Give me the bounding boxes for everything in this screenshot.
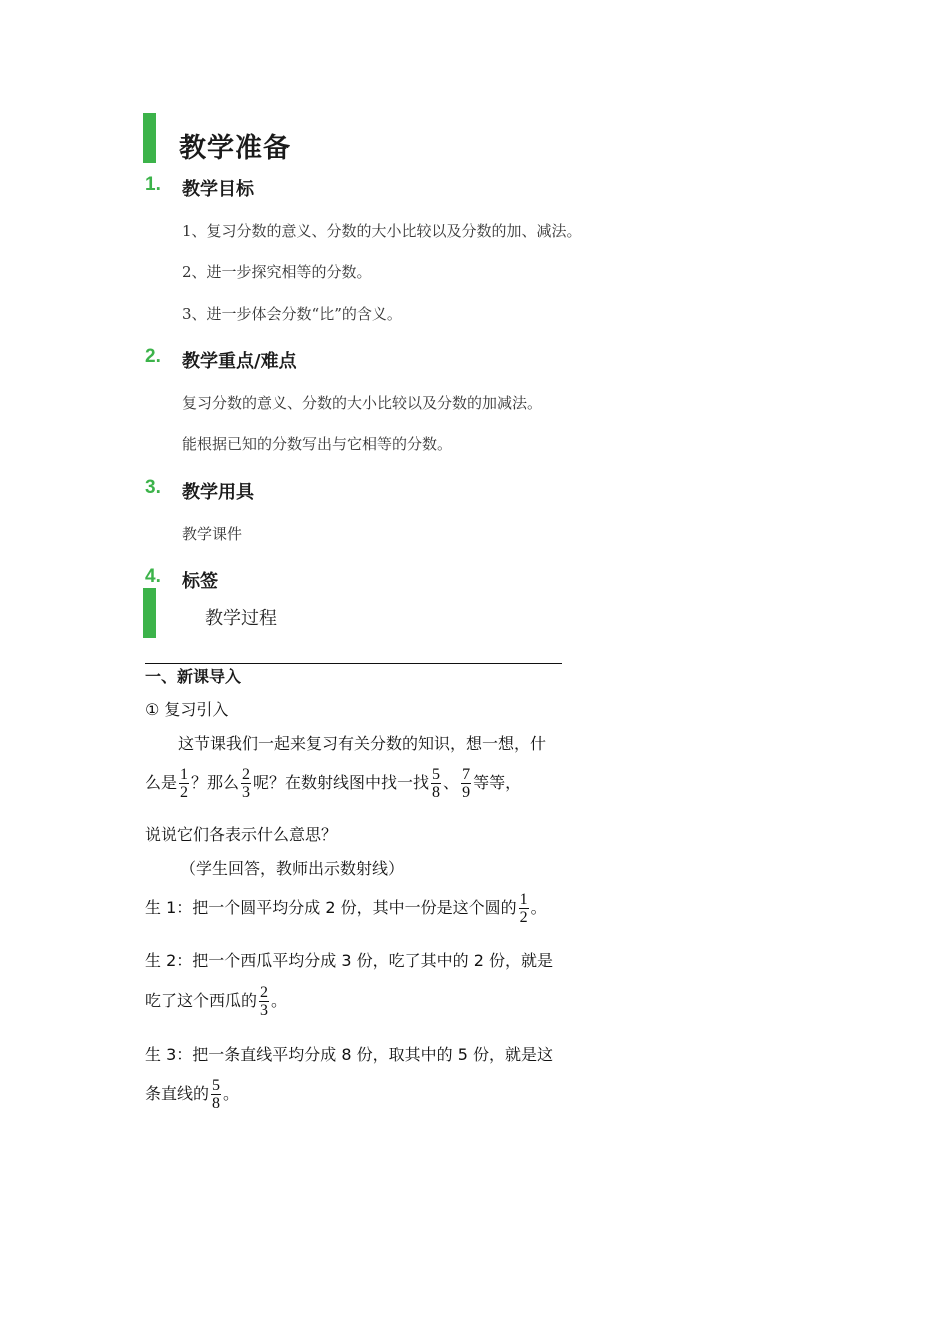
student-answer-3-line-1: 生 3：把一条直线平均分成 8 份，取其中的 5 份，就是这 [145, 1045, 553, 1064]
text-segment: 呢？在数射线图中找一找 [253, 773, 430, 792]
fraction-five-eighths: $\frac{5}{8}$ [432, 766, 441, 801]
student-answer-2-line-2: 吃了这个西瓜的 $\frac{2}{3}$ 。 [145, 984, 288, 1019]
paragraph-line-3: 说说它们各表示什么意思？ [145, 825, 338, 844]
section-number-4: 4. [145, 566, 161, 587]
text-segment: ？那么 [191, 773, 240, 792]
section-number-3: 3. [145, 477, 161, 498]
paragraph-line-1: 这节课我们一起来复习有关分数的知识，想一想，什 [178, 734, 547, 753]
goal-item-3: 3、进一步体会分数“比”的含义。 [182, 305, 402, 323]
section-title-tools: 教学用具 [182, 482, 254, 503]
paragraph-line-2 [145, 766, 521, 801]
text-segment: 等等， [473, 773, 522, 792]
key-point-1: 复习分数的意义、分数的大小比较以及分数的加减法。 [182, 394, 543, 412]
process-accent-bar [143, 588, 156, 638]
key-point-2: 能根据已知的分数写出与它相等的分数。 [182, 435, 453, 453]
goal-item-2: 2、进一步探究相等的分数。 [182, 263, 372, 281]
fraction-five-eighths: $\frac{5}{8}$ [212, 1077, 221, 1112]
fraction-two-thirds: $\frac{2}{3}$ [260, 984, 269, 1019]
tools-text: 教学课件 [182, 525, 243, 543]
section-heading-intro: 一、新课导入 [145, 667, 242, 686]
page-title: 教学准备 [179, 133, 291, 164]
text-segment: 么是 [145, 773, 178, 792]
title-accent-bar [143, 113, 156, 163]
goal-item-1: 1、复习分数的意义、分数的大小比较以及分数的加、减法。 [182, 222, 582, 240]
fraction-one-half: $\frac{1}{2}$ [180, 766, 189, 801]
text-segment: 、 [443, 773, 460, 792]
fraction-seven-ninths: $\frac{7}{9}$ [462, 766, 471, 801]
student-answer-3-line-2: 条直线的 $\frac{5}{8}$ 。 [145, 1077, 240, 1112]
section-number-2: 2. [145, 346, 161, 367]
fraction-one-half: $\frac{1}{2}$ [519, 891, 528, 926]
section-title-tags: 标签 [182, 571, 218, 592]
student-answer-2-line-1: 生 2：把一个西瓜平均分成 3 份，吃了其中的 2 份，就是 [145, 951, 553, 970]
section-title-key-points: 教学重点/难点 [182, 351, 297, 372]
section-number-1: 1. [145, 174, 161, 195]
fraction-two-thirds: $\frac{2}{3}$ [242, 766, 251, 801]
process-title: 教学过程 [205, 608, 277, 629]
paragraph-line-4: （学生回答，教师出示数射线） [180, 859, 405, 878]
student-answer-1: 生 1：把一个圆平均分成 2 份，其中一份是这个圆的 $\frac{1}{2}$ 。 [145, 891, 547, 926]
subheading-review: ① 复习引入 [145, 700, 229, 719]
section-title-goals: 教学目标 [182, 179, 254, 200]
